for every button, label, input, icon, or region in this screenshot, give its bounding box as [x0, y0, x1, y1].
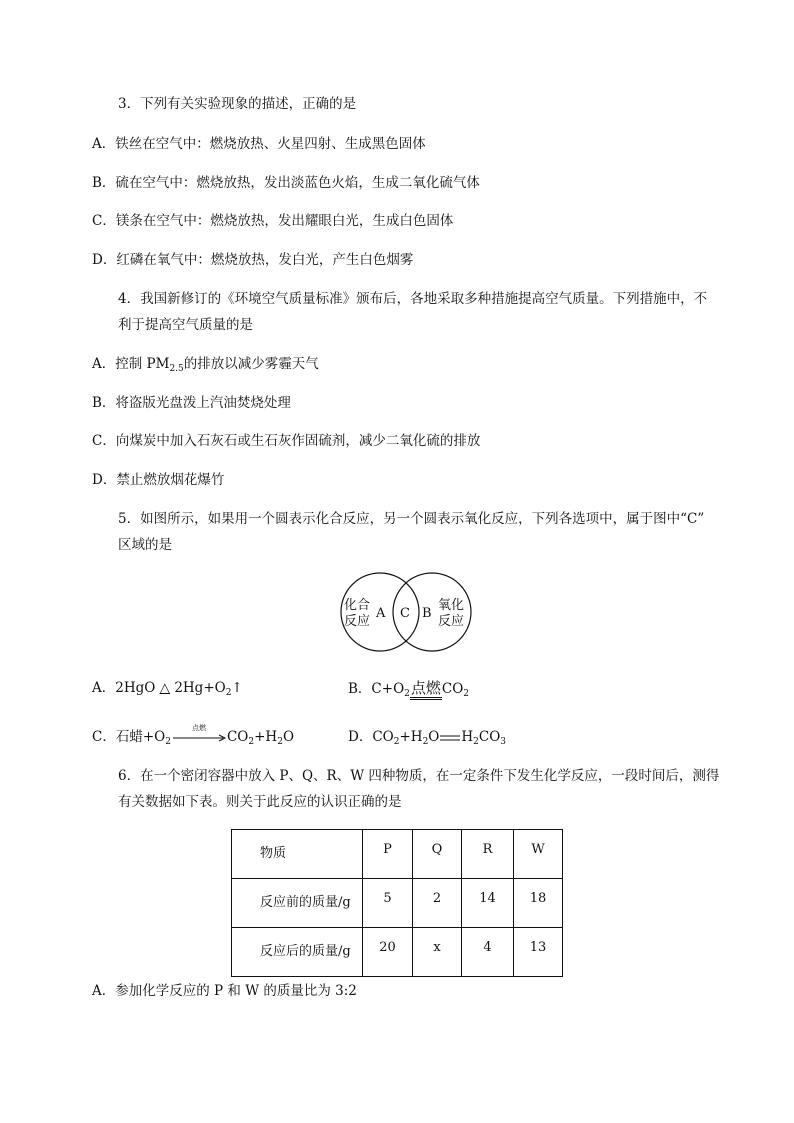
- q4-option-a-subscript: 2.5: [169, 364, 184, 374]
- q5-option-c-reactant-subscript: 2: [165, 737, 171, 747]
- q5-option-d-reactant2: +H: [399, 729, 423, 745]
- q5-option-c-label: C．: [92, 729, 116, 745]
- q5-option-d-product2: CO: [478, 729, 501, 745]
- q3-option-d: D．红磷在氧气中：燃烧放热，发白光，产生白色烟雾: [92, 252, 414, 268]
- q3-stem: 3．下列有关实验现象的描述，正确的是: [118, 96, 357, 112]
- venn-region-a: A: [376, 606, 386, 621]
- q5-option-c-reactant: 石蜡+O: [115, 729, 166, 745]
- table-cell: 5: [363, 879, 413, 928]
- venn-left-label-line2: 反应: [344, 614, 371, 629]
- table-cell: x: [413, 928, 462, 977]
- q5-option-a-product-subscript: 2: [225, 688, 232, 698]
- q5-option-b-product-subscript: 2: [463, 689, 470, 699]
- q5-option-c-product2-subscript: 2: [277, 737, 283, 747]
- q5-option-b-product: CO: [441, 681, 464, 697]
- table-row: [232, 879, 563, 928]
- q3-option-c: C．镁条在空气中：燃烧放热，发出耀眼白光，生成白色固体: [92, 213, 454, 229]
- q3-option-a: A．铁丝在空气中：燃烧放热、火星四射、生成黑色固体: [92, 136, 426, 152]
- table-cell: 反应后的质量/g: [232, 928, 363, 977]
- q6-stem-line1: 6．在一个密闭容器中放入 P、Q、R、W 四种物质，在一定条件下发生化学反应，一段时间后，测得: [118, 768, 720, 784]
- table-cell: 2: [413, 879, 462, 928]
- q5-option-d-product2-subscript: 3: [500, 737, 507, 747]
- q4-option-a-suffix: 的排放以减少雾霾天气: [183, 356, 319, 372]
- q5-option-a-reactant: 2HgO: [115, 680, 156, 696]
- q4-stem-line1: 4．我国新修订的《环境空气质量标准》颁布后，各地采取多种措施提高空气质量。下列措施中，不: [118, 291, 708, 307]
- q3-option-b: B．硫在空气中：燃烧放热，发出淡蓝色火焰，生成二氧化硫气体: [92, 175, 480, 191]
- table-cell: 20: [363, 928, 413, 977]
- venn-left-label-line1: 化合: [344, 598, 371, 613]
- q5-option-c: [92, 723, 295, 747]
- q6-option-a: A．参加化学反应的 P 和 W 的质量比为 3:2: [92, 983, 357, 999]
- table-cell: 18: [514, 879, 563, 928]
- table-cell: 反应前的质量/g: [232, 879, 363, 928]
- q4-option-b: B．将盗版光盘泼上汽油焚烧处理: [92, 395, 291, 411]
- q5-stem-line1: 5．如图所示，如果用一个圆表示化合反应，另一个圆表示氧化反应，下列各选项中，属于图中“C”: [118, 511, 705, 527]
- table-header-row: [232, 830, 563, 879]
- q5-option-b: [348, 679, 469, 698]
- q5-option-a-label: A．: [92, 680, 116, 696]
- q5-option-d-reactant2-end: O: [428, 729, 440, 745]
- q5-option-c-product2-end: O: [282, 729, 295, 745]
- q5-option-d-reactant1-subscript: 2: [393, 737, 400, 747]
- q5-option-c-product2: +H: [254, 729, 278, 745]
- q5-option-d: [348, 728, 506, 746]
- q5-option-d-product1-subscript: 2: [473, 737, 479, 747]
- table-cell: 14: [462, 879, 514, 928]
- venn-diagram: [338, 572, 478, 656]
- q5-option-b-reactant: C+O: [371, 681, 405, 697]
- q4-option-a: [92, 355, 319, 373]
- table-header-cell: Q: [413, 830, 462, 879]
- q5-option-b-reactant-subscript: 2: [404, 689, 410, 699]
- q5-option-d-reactant1: CO: [372, 729, 394, 745]
- q5-option-d-product1: H: [461, 729, 474, 745]
- table-row: [232, 928, 563, 977]
- equals-sign-icon: [439, 734, 461, 742]
- table-header-cell: P: [363, 830, 413, 879]
- venn-region-b: B: [422, 606, 432, 621]
- table-header-cell: R: [462, 830, 514, 879]
- venn-right-label-line2: 反应: [438, 614, 465, 629]
- q4-stem-line2: 利于提高空气质量的是: [118, 317, 253, 333]
- q5-option-d-reactant2-subscript: 2: [422, 737, 429, 747]
- table-header-cell: 物质: [232, 830, 363, 879]
- q5-option-c-product1-subscript: 2: [248, 737, 255, 747]
- table-cell: 4: [462, 928, 514, 977]
- table-header-cell: W: [514, 830, 563, 879]
- q5-option-c-product1: CO: [226, 729, 249, 745]
- mass-data-table: [231, 829, 563, 977]
- q5-option-a-heat-condition: △: [159, 680, 171, 696]
- q5-stem-line2: 区域的是: [118, 537, 172, 553]
- q4-option-a-prefix: A．控制 PM: [92, 356, 170, 372]
- q5-option-b-ignite-condition: 点燃: [410, 679, 442, 700]
- q5-option-a-product: 2Hg+O: [174, 680, 226, 696]
- q5-option-d-label: D．: [348, 729, 373, 745]
- reaction-arrow-icon: [171, 723, 227, 745]
- venn-region-c: C: [400, 606, 410, 621]
- q4-option-c: C．向煤炭中加入石灰石或生石灰作固硫剂，减少二氧化硫的排放: [92, 433, 481, 449]
- venn-right-label-line1: 氧化: [438, 598, 465, 613]
- gas-arrow-icon: ↑: [231, 680, 243, 696]
- q5-option-c-ignite-condition: 点燃: [191, 723, 206, 732]
- q5-option-a: [92, 679, 243, 697]
- q6-stem-line2: 有关数据如下表。则关于此反应的认识正确的是: [118, 794, 402, 810]
- table-cell: 13: [514, 928, 563, 977]
- q5-option-b-label: B．: [348, 681, 372, 697]
- q4-option-d: D．禁止燃放烟花爆竹: [92, 472, 225, 488]
